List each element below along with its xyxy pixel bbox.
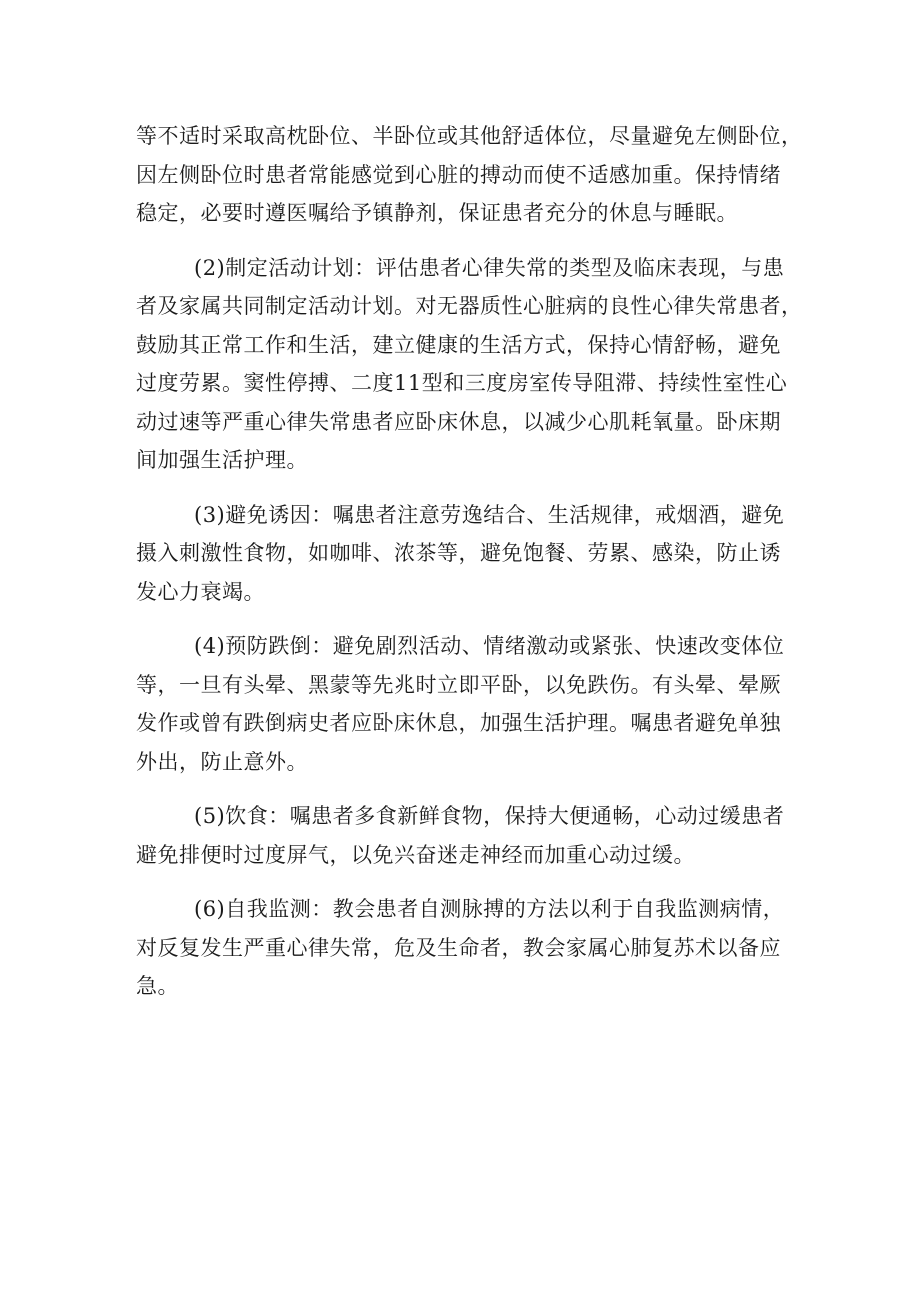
text-line: 过度劳累。窦性停搏、二度11型和三度房室传导阻滞、持续性室性心 [136,371,788,395]
text-line: (6)自我监测：教会患者自测脉搏的方法以利于自我监测病情， [194,897,785,921]
text-line: (5)饮食：嘱患者多食新鲜食物，保持大便通畅，心动过缓患者 [194,804,785,828]
text-line: 者及家属共同制定活动计划。对无器质性心脏病的良性心律失常患者， [136,294,803,318]
paragraph-fall-prevention [136,627,796,781]
text-line: 因左侧卧位时患者常能感觉到心脏的搏动而使不适感加重。保持情绪 [136,162,781,187]
paragraph-self-monitoring [136,890,796,1006]
text-line: 发作或曾有跌倒病史者应卧床休息，加强生活护理。嘱患者避免单独 [136,711,781,735]
text-line: 急。 [136,974,179,998]
text-line: 动过速等严重心律失常患者应卧床休息，以减少心肌耗氧量。卧床期 [136,409,781,434]
paragraph-continuation [136,117,803,233]
text-line: 对反复发生严重心律失常，危及生命者，教会家属心肺复苏术以备应 [136,935,781,960]
text-line: 等，一旦有头晕、黑蒙等先兆时立即平卧，以免跌伤。有头晕、晕厥 [136,672,781,697]
text-line: 避免排便时过度屏气，以免兴奋迷走神经而加重心动过缓。 [136,842,695,867]
text-line: 间加强生活护理。 [136,448,308,472]
document-body [136,117,803,1022]
text-line: (3)避免诱因：嘱患者注意劳逸结合、生活规律，戒烟酒，避免 [194,502,785,527]
text-line: 发心力衰竭。 [136,579,265,604]
text-line: 摄入刺激性食物，如咖啡、浓茶等，避免饱餐、劳累、感染，防止诱 [136,541,781,565]
text-line: 稳定，必要时遵医嘱给予镇静剂，保证患者充分的休息与睡眠。 [136,201,738,225]
text-line: 外出，防止意外。 [136,749,308,774]
text-line: 鼓励其正常工作和生活，建立健康的生活方式，保持心情舒畅，避免 [136,332,781,357]
paragraph-activity-plan [136,249,803,480]
paragraph-diet [136,797,796,874]
text-line: (4)预防跌倒：避免剧烈活动、情绪激动或紧张、快速改变体位 [194,634,785,658]
text-line: (2)制定活动计划：评估患者心律失常的类型及临床表现，与患 [194,255,785,280]
paragraph-avoid-triggers [136,496,796,612]
text-line: 等不适时采取高枕卧位、半卧位或其他舒适体位，尽量避免左侧卧位， [136,124,803,148]
